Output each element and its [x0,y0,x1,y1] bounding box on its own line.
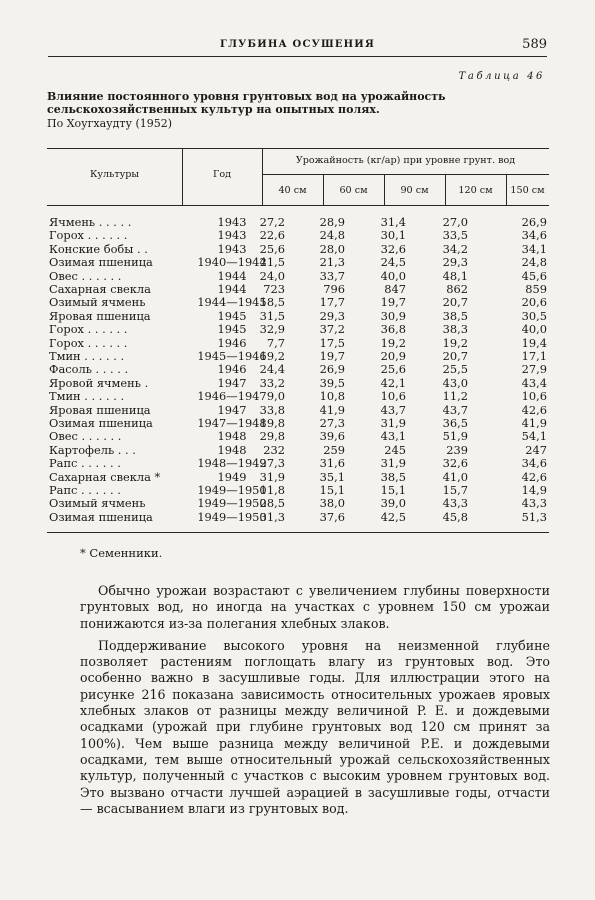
yield-cell: 31,9 [380,416,406,430]
table-row [47,323,549,336]
yield-cell: 19,2 [259,349,285,363]
yield-cell: 7,7 [266,335,285,350]
yield-cell: 43,3 [442,496,468,511]
yield-cell: 723 [263,282,285,296]
yield-cell: 20,7 [442,295,468,310]
yield-cell: 40,0 [380,268,406,283]
yield-cell: 25,5 [442,362,468,377]
yield-cell: 42,1 [380,375,406,390]
page-header [48,38,547,57]
yield-cell: 10,6 [521,389,547,404]
yield-cell: 28,9 [319,215,345,229]
year-cell: 1945 [217,322,247,337]
table-label: Таблица 46 [458,71,545,82]
year-cell: 1946—1947 [197,389,267,404]
yield-cell: 39,0 [380,496,406,511]
year-cell: 1940—1944 [197,255,267,270]
header-level-60: 60 см [339,185,368,196]
yield-cell: 24,8 [521,255,547,270]
year-cell: 1945—1946 [197,349,267,363]
crop-name: Горох . . . . . . [49,336,128,350]
crop-name: Рапс . . . . . . [49,484,121,497]
yield-cell: 27,2 [259,215,285,229]
yield-cell: 10,8 [319,389,345,404]
caption-source: По Хоугхаудту (1952) [47,116,173,130]
crop-name: Сахарная свекла [49,283,151,296]
table-caption [47,90,547,130]
yield-cell: 11,2 [442,389,468,404]
yield-cell: 33,2 [259,375,285,390]
crop-name: Озимая пшеница [49,256,153,270]
crop-name: Картофель . . . [49,443,136,457]
yield-cell: 38,0 [319,496,345,511]
yield-cell: 19,7 [380,295,406,310]
yield-cell: 48,1 [442,268,468,283]
yield-cell: 14,9 [521,483,547,497]
year-cell: 1949 [217,469,247,484]
table-row [47,350,549,363]
crop-name: Горох . . . . . . [49,323,128,337]
footnote: * Семенники. [80,546,163,560]
yield-cell: 20,9 [380,349,406,363]
yield-cell: 43,7 [442,402,468,417]
table-row [47,363,549,376]
header-year: Год [212,169,232,180]
yield-cell: 24,0 [259,268,285,283]
yield-cell: 34,6 [521,456,547,471]
yield-cell: 859 [525,282,547,296]
year-cell: 1949—1950 [197,496,267,511]
yield-cell: 37,2 [319,322,345,337]
yield-cell: 43,3 [521,496,547,511]
table-row [47,471,549,484]
table-row [47,484,549,497]
year-cell: 1945 [217,308,247,323]
year-cell: 1947 [217,375,247,390]
yield-cell: 847 [384,282,406,296]
table-row [47,283,549,296]
yield-cell: 31,5 [259,308,285,323]
yield-cell: 28,5 [259,496,285,511]
table-row [47,310,549,323]
year-cell: 1949—1950 [197,509,267,524]
yield-cell: 34,6 [521,228,547,243]
yield-cell: 43,4 [521,375,547,390]
crop-name: Сахарная свекла * [49,470,161,484]
yield-cell: 31,6 [319,456,345,471]
yield-cell: 21,5 [259,255,285,270]
yield-cell: 17,1 [521,349,547,363]
year-cell: 1944—1945 [197,295,267,310]
table-row [47,404,549,417]
year-cell: 1947—1948 [197,416,267,430]
yield-cell: 22,6 [259,228,285,243]
body-text [80,583,550,817]
table-row [47,444,549,457]
table-row [47,417,549,430]
header-level-40: 40 см [278,185,307,196]
yield-cell: 42,5 [380,509,406,524]
yield-cell: 19,2 [442,335,468,350]
table-row [47,430,549,443]
crop-name: Ячмень . . . . . [49,216,132,229]
year-cell: 1948 [217,442,247,457]
yield-cell: 11,8 [259,483,285,497]
yield-cell: 20,7 [442,349,468,363]
table-bottom-rule [47,532,549,533]
header-level-150: 150 см [510,185,545,196]
yield-cell: 19,2 [380,335,406,350]
year-cell: 1948—1949 [197,456,267,471]
yield-cell: 41,9 [319,402,345,417]
paragraph-1: Обычно урожаи возрастают с увеличением глубины поверхности грунтовых вод, но иногда на участках с уровнем 150 см урожаи понижаются из-за полегания хлебных злаков. [80,583,550,631]
yield-cell: 42,6 [521,469,547,484]
year-cell: 1944 [217,282,247,296]
table-top-rule [47,148,549,149]
crop-name: Озимый ячмень [49,497,146,511]
table-row [47,256,549,269]
yield-cell: 36,8 [380,322,406,337]
yield-cell: 38,5 [380,469,406,484]
yield-cell: 45,8 [442,509,468,524]
yield-cell: 38,3 [442,322,468,337]
yield-cell: 37,6 [319,509,345,524]
yield-cell: 32,9 [259,322,285,337]
year-cell: 1943 [217,241,247,256]
crop-name: Тмин . . . . . . [49,390,125,404]
yield-cell: 31,9 [259,469,285,484]
yield-cell: 27,3 [259,456,285,471]
year-cell: 1944 [217,268,247,283]
table-row [47,296,549,309]
yield-cell: 43,1 [380,429,406,444]
table-row [47,243,549,256]
crop-name: Рапс . . . . . . [49,457,121,471]
yield-cell: 24,4 [259,362,285,377]
yield-cell: 33,8 [259,402,285,417]
table-row [47,377,549,390]
crop-name: Озимая пшеница [49,417,153,430]
year-cell: 1948 [217,429,247,444]
yield-cell: 15,1 [319,483,345,497]
yield-table [47,148,549,538]
yield-cell: 15,1 [380,483,406,497]
yield-cell: 29,3 [319,308,345,323]
header-yield: Урожайность (кг/ар) при уровне грунт. вод [295,155,516,166]
yield-cell: 34,1 [521,241,547,256]
crop-name: Тмин . . . . . . [49,350,125,363]
crop-name: Яровой ячмень . [49,376,149,390]
table-row [47,337,549,350]
yield-cell: 19,7 [319,349,345,363]
header-level-120: 120 см [458,185,493,196]
header-bottom-rule [47,205,549,206]
yield-cell: 35,1 [319,469,345,484]
header-crop: Культуры [89,169,140,180]
yield-cell: 239 [446,442,468,457]
caption-line-1: Влияние постоянного уровня грунтовых вод на урожайность [47,90,446,103]
yield-cell: 10,6 [380,389,406,404]
yield-cell: 17,7 [319,295,345,310]
yield-cell: 796 [323,282,345,296]
yield-cell: 24,8 [319,228,345,243]
yield-cell: 30,5 [521,308,547,323]
year-cell: 1943 [217,228,247,243]
crop-name: Фасоль . . . . . [49,363,129,377]
yield-cell: 42,6 [521,402,547,417]
paragraph-2: Поддерживание высокого уровня на неизменной глубине позволяет растениям поглощать влагу из грунтовых вод. Это особенно важно в засушливые годы. Для иллюстрации этого на рисунке 216 показана зависимость относительных урожаев яровых хлебных злаков от разницы между величиной P. E. и дождевыми осадками (урожай при глубине грунтовых вод 120 см принят за 100%). Чем выше разница между величиной P.E. и дождевыми осадками, тем выше относительный урожай сельскохозяйственных культур, полученный с участков с высоким уровнем грунтовых вод. Это вызвано отчасти лучшей аэрацией в засушливые годы, отчасти — всасыванием влаги из грунтовых вод. [80,637,550,816]
yield-cell: 39,5 [319,375,345,390]
yield-cell: 15,7 [442,483,468,497]
yield-cell: 33,7 [319,268,345,283]
yield-cell: 31,3 [259,509,285,524]
page-number: 589 [522,37,547,52]
year-cell: 1946 [217,335,247,350]
yield-cell: 862 [446,282,468,296]
yield-cell: 54,1 [521,429,547,444]
yield-cell: 19,8 [259,416,285,430]
year-cell: 1943 [217,215,247,229]
yield-cell: 259 [323,442,345,457]
crop-name: Озимый ячмень [49,296,146,310]
running-title: ГЛУБИНА ОСУШЕНИЯ [220,39,375,50]
yield-cell: 31,4 [380,215,406,229]
yield-cell: 39,6 [319,429,345,444]
yield-cell: 34,2 [442,241,468,256]
table-row [47,511,549,524]
yield-cell: 25,6 [259,241,285,256]
table-row [47,270,549,283]
yield-cell: 27,9 [521,362,547,377]
yield-cell: 26,9 [319,362,345,377]
yield-cell: 41,0 [442,469,468,484]
yield-cell: 9,0 [266,389,285,404]
crop-name: Озимая пшеница [49,510,153,524]
yield-cell: 38,5 [442,308,468,323]
yield-cell: 51,9 [442,429,468,444]
yield-cell: 36,5 [442,416,468,430]
table-row [47,497,549,510]
yield-cell: 32,6 [380,241,406,256]
crop-name: Горох . . . . . . [49,229,128,243]
yield-cell: 245 [384,442,406,457]
yield-cell: 33,5 [442,228,468,243]
yield-cell: 17,5 [319,335,345,350]
yield-cell: 232 [263,442,285,457]
yield-cell: 24,5 [380,255,406,270]
crop-name: Яровая пшеница [49,403,151,417]
year-cell: 1946 [217,362,247,377]
yield-cell: 32,6 [442,456,468,471]
yield-cell: 247 [525,442,547,457]
table-row [47,216,549,229]
crop-name: Овес . . . . . . [49,269,122,283]
header-level-90: 90 см [400,185,429,196]
yield-cell: 18,5 [259,295,285,310]
year-cell: 1947 [217,402,247,417]
yield-cell: 27,3 [319,416,345,430]
table-row [47,457,549,470]
caption-line-2: сельскохозяйственных культур на опытных полях. [47,103,380,117]
yield-cell: 21,3 [319,255,345,270]
yield-cell: 20,6 [521,295,547,310]
year-cell: 1949—1950 [197,483,267,497]
yield-cell: 28,0 [319,241,345,256]
yield-cell: 29,8 [259,429,285,444]
yield-cell: 43,7 [380,402,406,417]
yield-cell: 51,3 [521,509,547,524]
yield-cell: 30,9 [380,308,406,323]
crop-name: Яровая пшеница [49,309,151,323]
crop-name: Конские бобы . . [49,242,148,256]
crop-name: Овес . . . . . . [49,430,122,444]
table-row [47,390,549,403]
yield-cell: 26,9 [521,215,547,229]
yield-cell: 40,0 [521,322,547,337]
yield-cell: 25,6 [380,362,406,377]
yield-cell: 41,9 [521,416,547,430]
yield-cell: 19,4 [521,335,547,350]
table-row [47,229,549,242]
yield-cell: 45,6 [521,268,547,283]
yield-cell: 43,0 [442,375,468,390]
yield-cell: 29,3 [442,255,468,270]
yield-cell: 27,0 [442,215,468,229]
yield-cell: 31,9 [380,456,406,471]
yield-cell: 30,1 [380,228,406,243]
